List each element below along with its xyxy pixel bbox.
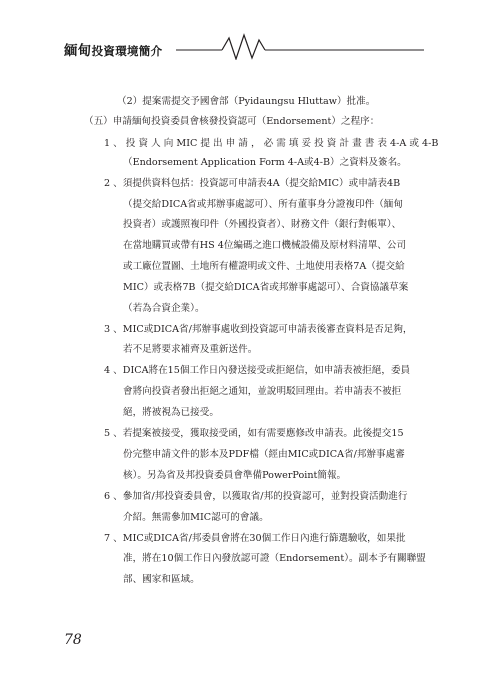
text-line: 份完整申請文件的影本及PDF檔（經由MIC或DICA省/邦辦事處審 <box>123 449 405 460</box>
text-line: MIC）或表格7B（提交給DICA省或邦辦事處認可）、合資協議草案 <box>123 282 409 293</box>
header-title-sub: 投資環境簡介 <box>91 44 163 58</box>
text-line: 或工廠位置圖、土地所有權證明或文件、土地使用表格7A（提交給 <box>123 261 405 272</box>
text-line: 會將向投資者發出拒絕之通知，並說明駁回理由。若申請表不被拒 <box>123 386 402 397</box>
text-line: 若不足將要求補齊及重新送件。 <box>123 344 258 355</box>
text-line: 5 、若提案被接受，獲取接受函，如有需要應修改申請表。此後提交15 <box>104 428 404 439</box>
text-line: 准，將在10個工作日內發放認可證（Endorsement）。副本予有關聯盟 <box>123 553 426 564</box>
heartbeat-rule <box>64 30 424 60</box>
page-number: 78 <box>64 632 82 648</box>
running-header <box>64 30 424 60</box>
text-line: 3 、MIC或DICA省/邦辦事處收到投資認可申請表後審查資料是否足夠， <box>104 324 413 335</box>
text-line: （若為合資企業）。 <box>123 303 205 314</box>
text-line: 2 、須提供資料包括：投資認可申請表4A（提交給MIC）或申請表4B <box>104 178 401 189</box>
text-line: 介紹。無需參加MIC認可的會議。 <box>123 512 269 523</box>
text-line: （提交給DICA省或邦辦事處認可）、所有董事身分證複印件（緬甸 <box>123 199 403 210</box>
text-line: 1 、 投 資 人 向 MIC 提 出 申 請 ， 必 需 填 妥 投 資 計 畫 書 表 4-A 或 4-B <box>104 138 439 149</box>
text-line: 4 、DICA將在15個工作日內發送接受或拒絕信，如申請表被拒絕，委員 <box>104 365 411 376</box>
text-line: 6 、參加省/邦投資委員會，以獲取省/邦的投資認可，並對投資活動進行 <box>104 491 408 502</box>
text-line: 7 、MIC或DICA省/邦委員會將在30個工作日內進行篩選驗收，如果批 <box>104 533 406 544</box>
text-line: （2）提案需提交予國會部（Pyidaungsu Hluttaw）批准。 <box>117 96 376 107</box>
text-line: 絕，將被視為已接受。 <box>123 407 219 418</box>
header-title-main: 緬甸 <box>64 43 92 59</box>
text-line: （Endorsement Application Form 4-A或4-B）之資料及簽名。 <box>123 157 407 168</box>
text-line: 投資者）或護照複印件（外國投資者）、財務文件（銀行對帳單）、 <box>123 219 402 230</box>
text-line: 部、國家和區域。 <box>123 574 200 585</box>
text-line: （五）申請緬甸投資委員會核發投資認可（Endorsement）之程序： <box>84 116 380 127</box>
text-line: 核）。另為省及邦投資委員會準備PowerPoint簡報。 <box>123 470 347 481</box>
text-line: 在當地購買或帶有HS 4位編碼之進口機械設備及原材料清單、公司 <box>123 240 407 251</box>
